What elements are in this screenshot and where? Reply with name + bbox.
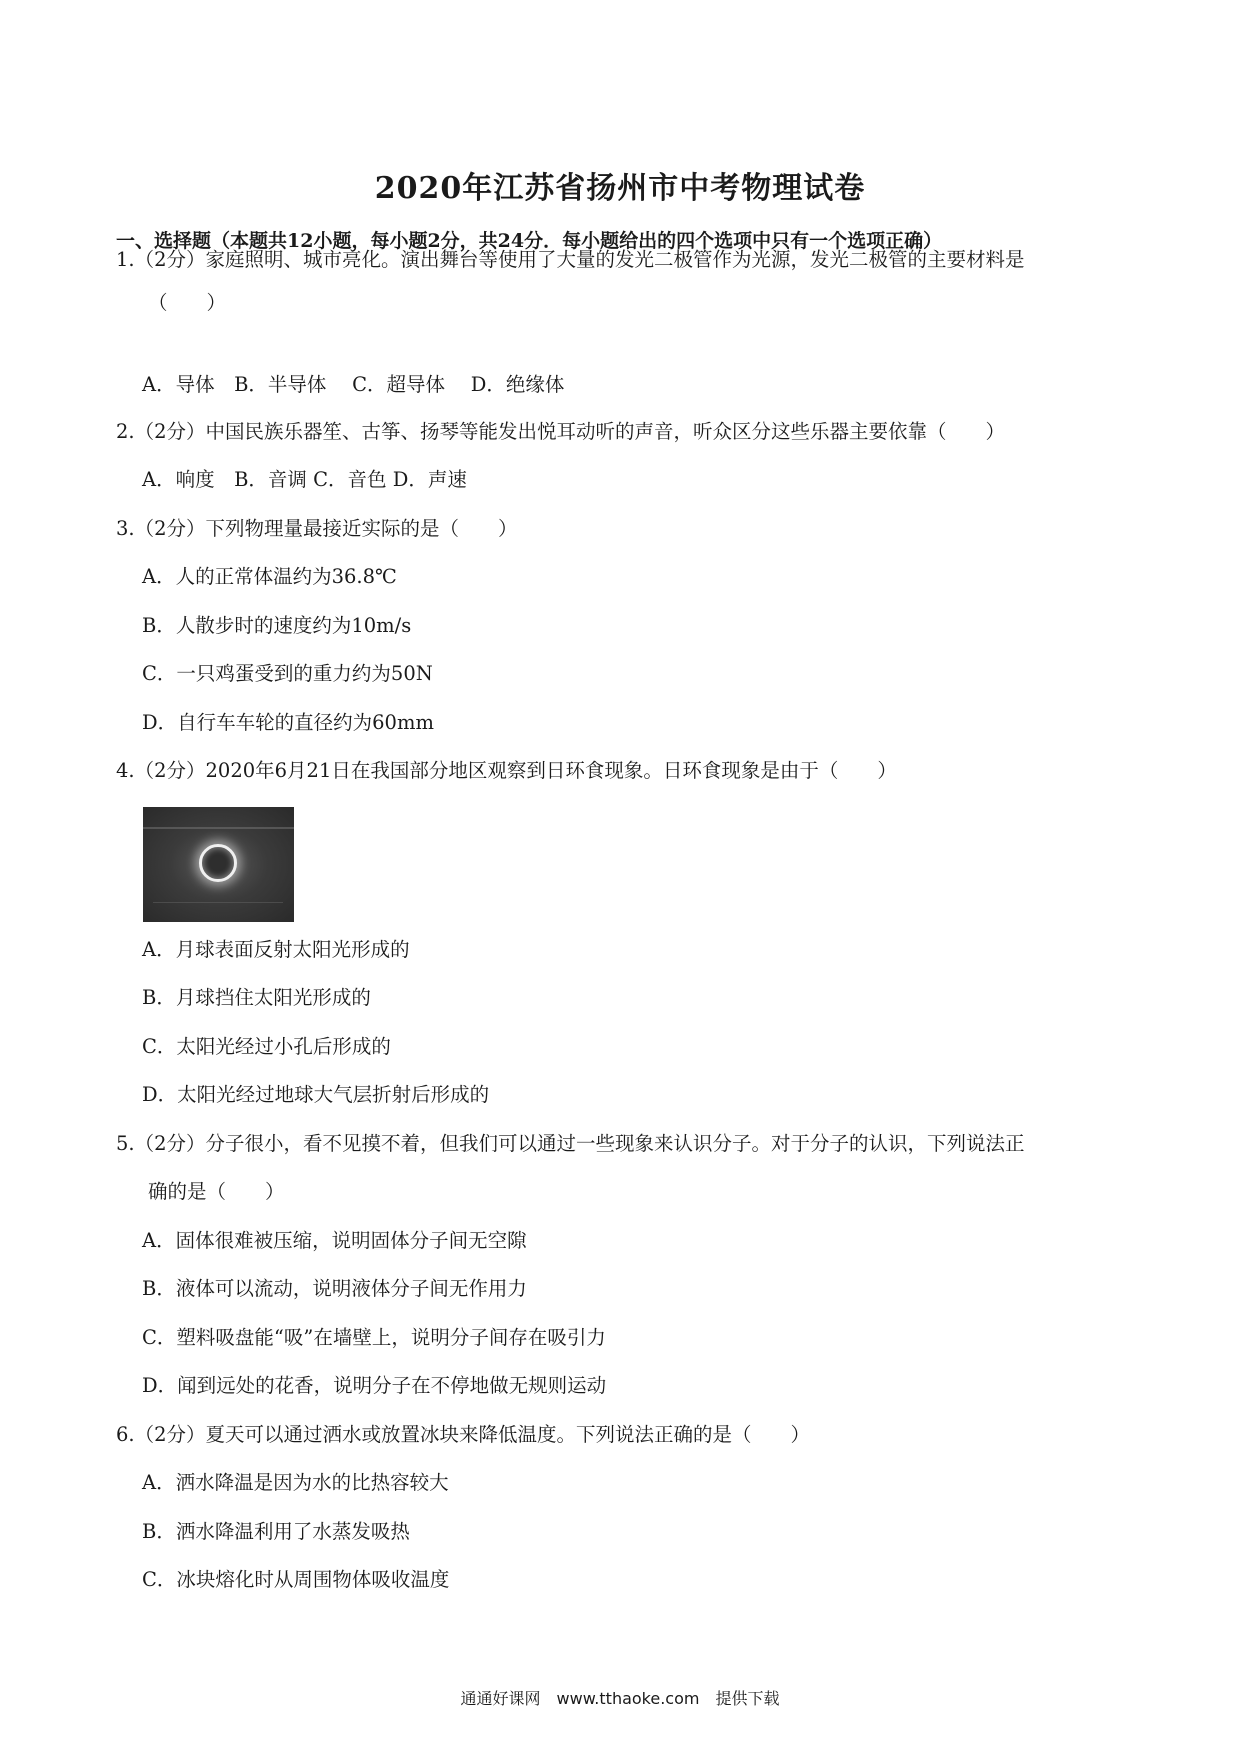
section-heading: 一、选择题（本题共12小题，每小题2分，共24分．每小题给出的四个选项中只有一个选项正确）: [116, 230, 943, 252]
question-6-option-a: A．洒水降温是因为水的比热容较大: [142, 1471, 449, 1494]
question-4-stem: 4.（2分）2020年6月21日在我国部分地区观察到日环食现象。日环食现象是由于（ ）: [116, 759, 897, 782]
question-4-option-c: C．太阳光经过小孔后形成的: [142, 1035, 391, 1058]
question-5-option-a: A．固体很难被压缩，说明固体分子间无空隙: [142, 1229, 527, 1252]
question-5-option-c: C．塑料吸盘能“吸”在墙壁上，说明分子间存在吸引力: [142, 1326, 606, 1349]
question-4-option-a: A．月球表面反射太阳光形成的: [142, 938, 410, 961]
question-5-option-d: D．闻到远处的花香，说明分子在不停地做无规则运动: [142, 1374, 607, 1397]
page-title: 2020年江苏省扬州市中考物理试卷: [374, 171, 866, 206]
footer-source: 通通好课网 www.tthaoke.com 提供下载: [460, 1689, 780, 1708]
eclipse-ring: [199, 844, 237, 882]
question-1-stem: 1.（2分）家庭照明、城市亮化。演出舞台等使用了大量的发光二极管作为光源，发光二极管的主要材料是: [116, 248, 1025, 271]
question-3-option-d: D．自行车车轮的直径约为60mm: [142, 711, 434, 734]
question-1-options: A．导体 B．半导体 C．超导体 D．绝缘体: [142, 373, 565, 396]
question-3-option-a: A．人的正常体温约为36.8℃: [142, 565, 397, 588]
question-4-option-d: D．太阳光经过地球大气层折射后形成的: [142, 1083, 490, 1106]
question-3-option-b: B．人散步时的速度约为10m/s: [142, 614, 412, 637]
question-2-options: A．响度 B．音调 C．音色 D．声速: [142, 468, 467, 491]
photo-streak: [143, 827, 294, 829]
question-4-option-b: B．月球挡住太阳光形成的: [142, 986, 371, 1009]
photo-streak: [153, 902, 283, 903]
question-6-stem: 6.（2分）夏天可以通过洒水或放置冰块来降低温度。下列说法正确的是（ ）: [116, 1423, 811, 1446]
question-6-option-b: B．洒水降温利用了水蒸发吸热: [142, 1520, 410, 1543]
question-3-option-c: C．一只鸡蛋受到的重力约为50N: [142, 662, 433, 685]
question-3-stem: 3.（2分）下列物理量最接近实际的是（ ）: [116, 517, 518, 540]
question-2-stem: 2.（2分）中国民族乐器笙、古筝、扬琴等能发出悦耳动听的声音，听众区分这些乐器主要依靠（ ）: [116, 420, 1006, 443]
annular-eclipse-photo: [143, 807, 294, 922]
question-5-stem-cont: 确的是（ ）: [148, 1180, 285, 1203]
question-1-stem-cont: （ ）: [148, 291, 227, 314]
question-5-stem: 5.（2分）分子很小，看不见摸不着，但我们可以通过一些现象来认识分子。对于分子的认识，下列说法正: [116, 1132, 1025, 1155]
question-5-option-b: B．液体可以流动，说明液体分子间无作用力: [142, 1277, 527, 1300]
question-6-option-c: C．冰块熔化时从周围物体吸收温度: [142, 1568, 450, 1591]
